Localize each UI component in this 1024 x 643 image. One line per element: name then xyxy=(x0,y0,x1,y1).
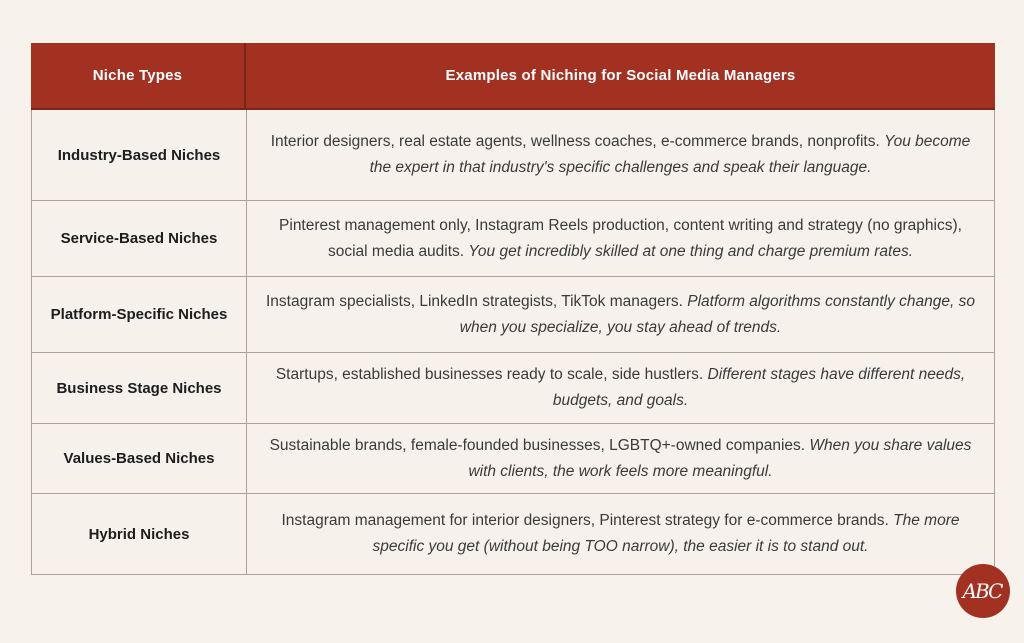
table-header-row xyxy=(31,43,995,110)
table-row xyxy=(32,201,994,277)
insight-text: Platform algorithms constantly change, so when you specialize, you stay ahead of trends. xyxy=(459,292,976,336)
table-row xyxy=(32,424,994,494)
table-row xyxy=(32,110,994,201)
table-row xyxy=(32,277,994,353)
table-row xyxy=(32,353,994,424)
example-text: Instagram specialists, LinkedIn strategists, TikTok managers. Platform algorithms constantly change, so when you specialize, you stay ahead of trends. xyxy=(265,292,976,336)
table-body xyxy=(31,110,995,575)
example-cell xyxy=(247,353,994,423)
example-text: Interior designers, real estate agents, wellness coaches, e-commerce brands, nonprofits. You become the expert in that industry's specific challenges and speak their language. xyxy=(270,133,971,176)
abc-logo-monogram: ABC xyxy=(962,579,1002,603)
insight-text: You become the expert in that industry's specific challenges and speak their language. xyxy=(369,133,971,176)
example-cell xyxy=(247,110,994,200)
niche-table xyxy=(31,43,995,575)
niche-type-cell: Business Stage Niches xyxy=(32,353,247,423)
niche-type-cell: Platform-Specific Niches xyxy=(32,277,247,352)
table-row xyxy=(32,494,994,574)
example-cell xyxy=(247,277,994,352)
header-cell-niche-types: Niche Types xyxy=(31,43,246,108)
example-cell xyxy=(247,424,994,493)
niche-type-cell: Industry-Based Niches xyxy=(32,110,247,200)
header-cell-examples: Examples of Niching for Social Media Managers xyxy=(445,67,796,84)
insight-text: Different stages have different needs, budgets, and goals. xyxy=(552,366,966,409)
example-text: Startups, established businesses ready to scale, side hustlers. Different stages have different needs, budgets, and goals. xyxy=(275,366,966,409)
example-cell xyxy=(247,494,994,574)
example-text: Sustainable brands, female-founded businesses, LGBTQ+-owned companies. When you share values with clients, the work feels more meaningful. xyxy=(269,436,972,480)
insight-text: When you share values with clients, the work feels more meaningful. xyxy=(468,436,972,480)
insight-text: The more specific you get (without being TOO narrow), the easier it is to stand out. xyxy=(372,512,960,555)
niche-type-cell: Values-Based Niches xyxy=(32,424,247,493)
niche-type-cell: Service-Based Niches xyxy=(32,201,247,276)
abc-logo xyxy=(956,564,1010,618)
insight-text: You get incredibly skilled at one thing and charge premium rates. xyxy=(468,242,914,260)
example-text: Instagram management for interior designers, Pinterest strategy for e-commerce brands. The more specific you get (without being TOO narrow), the easier it is to stand out. xyxy=(281,512,960,555)
example-text: Pinterest management only, Instagram Reels production, content writing and strategy (no graphics), social media audits. You get incredibly skilled at one thing and charge premium rates. xyxy=(279,216,962,260)
niche-type-cell: Hybrid Niches xyxy=(32,494,247,574)
example-cell xyxy=(247,201,994,276)
